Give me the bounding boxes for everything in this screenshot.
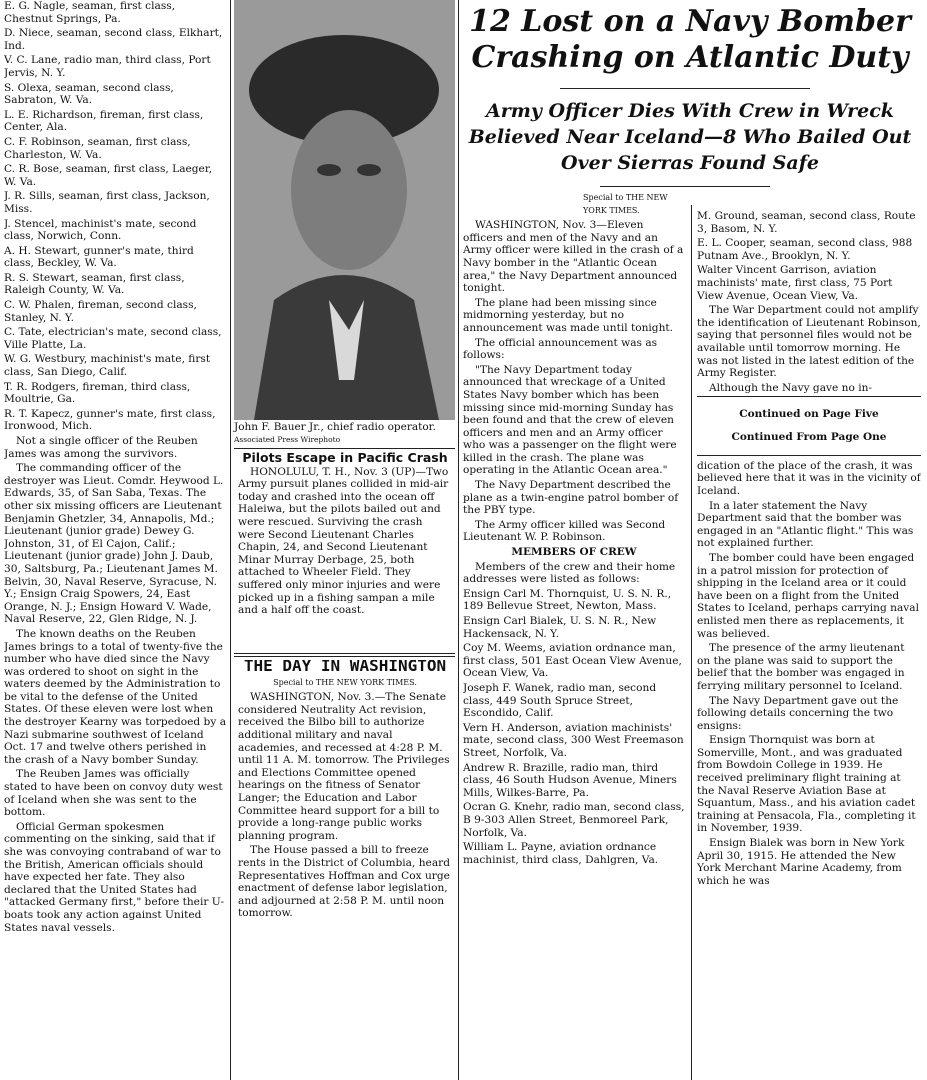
list-item: C. Tate, electrician's mate, second class, Ville Platte, La.	[4, 326, 222, 351]
subhead: MEMBERS OF CREW	[511, 546, 637, 559]
list-item: Andrew R. Brazille, radio man, third class, 46 South Hudson Avenue, Miners Mills, Wilkes-Barre, Pa.	[463, 761, 677, 799]
list-item: Coy M. Weems, aviation ordnance man, first class, 501 East Ocean View Avenue, Ocean View, Va.	[463, 642, 682, 680]
paragraph: The plane had been missing since midmorning yesterday, but no announcement was made until tonight.	[463, 296, 674, 334]
list-item: S. Olexa, seaman, second class, Sabraton, W. Va.	[4, 81, 174, 107]
headline-rule	[560, 88, 810, 89]
paragraph: dication of the place of the crash, it was believed here that it was in the vicinity of Iceland.	[697, 459, 921, 497]
section-rule	[234, 448, 455, 449]
headline-rule	[600, 186, 770, 187]
list-item: J. R. Sills, seaman, first class, Jackson, Miss.	[4, 190, 210, 215]
paragraph: The known deaths on the Reuben James brings to a total of twenty-five the number who have died since the Navy was ordered to shoot on sight in the waters deemed by the Administration to be vital to the defense of the United States. Of these eleven were lost when the destroyer Kearny was torpedoed by a Nazi submarine southwest of Iceland Oct. 17 and twelve others perished in the crash of a Navy bomber Sunday.	[4, 627, 226, 766]
caption-text: John F. Bauer Jr., chief radio operator.	[234, 421, 436, 433]
list-item: W. G. Westbury, machinist's mate, first class, San Diego, Calif.	[4, 353, 211, 379]
list-item: J. Stencel, machinist's mate, second class, Norwich, Conn.	[4, 217, 197, 243]
paragraph: The presence of the army lieutenant on the plane was said to support the belief that the bomber was engaged in ferrying military personnel to Iceland.	[697, 642, 905, 692]
main-headline: 12 Lost on a Navy Bomber Crashing on Atlantic Duty	[469, 4, 911, 75]
list-item: R. T. Kapecz, gunner's mate, first class, Ironwood, Mich.	[4, 407, 216, 433]
headline-deck: Army Officer Dies With Crew in Wreck Believed Near Iceland—8 Who Bailed Out Over Sierras Found Safe	[468, 100, 912, 174]
dateline-credit: Special to THE NEW YORK TIMES.	[273, 677, 417, 687]
list-item: A. H. Stewart, gunner's mate, third class, Beckley, W. Va.	[4, 244, 194, 270]
paragraph: HONOLULU, T. H., Nov. 3 (UP)—Two Army pursuit planes collided in mid-air today and crashed into the ocean off Haleiwa, but the pilots bailed out and were rescued. Surviving the crash were Second Lieutenant Charles Chapin, 24, and Second Lieutenant Minar Murray Derbage, 25, both attached to Wheeler Field. They suffered only minor injuries and were picked up in a fishing sampan a mile and a half off the coast.	[238, 465, 449, 617]
day-in-washington	[238, 660, 452, 1080]
column-divider	[230, 0, 231, 1080]
main-story-column-2	[697, 210, 921, 1080]
paragraph: In a later statement the Navy Department said that the bomber was engaged in an "Atlantic flight." This was not explained further.	[697, 499, 914, 550]
list-item: R. S. Stewart, seaman, first class, Raleigh County, W. Va.	[4, 271, 185, 297]
paragraph: Members of the crew and their home addresses were listed as follows:	[463, 560, 676, 586]
list-item: Ensign Carl M. Thornquist, U. S. N. R., 189 Bellevue Street, Newton, Mass.	[463, 587, 672, 613]
list-item: C. R. Bose, seaman, first class, Laeger, W. Va.	[4, 163, 213, 188]
column-divider	[458, 0, 459, 1080]
portrait-image	[234, 0, 455, 420]
paragraph: Ensign Thornquist was born at Somerville, Mont., and was graduated from Bowdoin College in 1939. He received preliminary flight training at the Naval Reserve Aviation Base at Squantum, Mass., and his aviation cadet training at Pensacola, Fla., completing it in November, 1939.	[697, 734, 916, 835]
paragraph: Ensign Bialek was born in New York April 30, 1915. He attended the New York Merchant Marine Academy, from which he was	[697, 837, 905, 887]
section-rule	[697, 396, 921, 397]
list-item: Joseph F. Wanek, radio man, second class, 449 South Spruce Street, Escondido, Calif.	[463, 681, 657, 720]
list-item: Vern H. Anderson, aviation machinists' mate, second class, 300 West Freemason Street, Norfolk, Va.	[463, 721, 684, 759]
paragraph: The Navy Department gave out the following details concerning the two ensigns:	[697, 694, 899, 732]
list-item: Walter Vincent Garrison, aviation machinists' mate, first class, 75 Port View Avenue, Ocean View, Va.	[697, 264, 893, 302]
list-item: M. Ground, seaman, second class, Route 3, Basom, N. Y.	[697, 210, 916, 235]
paragraph: The Reuben James was officially stated to have been on convoy duty west of Iceland when she was sent to the bottom.	[4, 768, 223, 819]
pilots-escape-story	[238, 452, 452, 652]
paragraph: The Navy Department described the plane as a twin-engine patrol bomber of the PBY type.	[463, 479, 679, 517]
section-rule	[234, 653, 455, 654]
paragraph: WASHINGTON, Nov. 3—Eleven officers and men of the Navy and an Army officer were killed in the crash of a Navy bomber in the "Atlantic Ocean area," the Navy Department announced tonight.	[463, 219, 684, 295]
list-item: D. Niece, seaman, second class, Elkhart, Ind.	[4, 27, 223, 52]
list-item: L. E. Richardson, fireman, first class, Center, Ala.	[4, 108, 204, 134]
column-casualty-list	[4, 0, 226, 1080]
paragraph: The War Department could not amplify the identification of Lieutenant Robinson, saying that personnel files would not be available until tomorrow morning. He was not listed in the latest edition of the Army Register.	[697, 304, 921, 380]
paragraph: The bomber could have been engaged in a patrol mission for protection of shipping in the Iceland area or it could have been on a flight from the United States to Iceland, perhaps carrying naval enlisted men there as replacements, it was believed.	[697, 551, 919, 640]
dateline-credit: Special to THE NEW YORK TIMES.	[583, 193, 668, 215]
photo-caption	[234, 421, 455, 446]
list-item: William L. Payne, aviation ordnance machinist, third class, Dahlgren, Va.	[463, 841, 659, 866]
column-divider	[691, 205, 692, 1080]
paragraph: Not a single officer of the Reuben James was among the survivors.	[4, 435, 198, 460]
list-item: C. W. Phalen, fireman, second class, Stanley, N. Y.	[4, 299, 197, 324]
paragraph: The Army officer killed was Second Lieutenant W. P. Robinson.	[463, 518, 666, 544]
list-item: Ensign Carl Bialek, U. S. N. R., New Hackensack, N. Y.	[463, 615, 657, 640]
section-rule	[234, 656, 455, 657]
paragraph: Although the Navy gave no in-	[709, 381, 873, 394]
list-item: C. F. Robinson, seaman, first class, Charleston, W. Va.	[4, 135, 191, 161]
list-item: T. R. Rodgers, fireman, third class, Moultrie, Ga.	[4, 380, 191, 406]
paragraph: Official German spokesmen commenting on the sinking, said that if she was convoying contraband of war to the British, American officials should have expected her fate. They also declared that the United States had "attacked Germany first," before their U-boats took any action against United States naval vessels.	[4, 820, 225, 934]
list-item: Ocran G. Knehr, radio man, second class, B 9-303 Allen Street, Benmoreel Park, Norfolk, Va.	[463, 801, 685, 839]
paragraph: The official announcement was as follows:	[463, 336, 658, 362]
main-story-column-1	[463, 192, 685, 1080]
paragraph: The House passed a bill to freeze rents in the District of Columbia, heard Representatives Hoffman and Cox urge enactment of defense labor legislation, and adjourned at 2:58 P. M. until noon tomorrow.	[238, 844, 450, 920]
section-rule	[697, 455, 921, 456]
list-item: E. L. Cooper, seaman, second class, 988 Putnam Ave., Brooklyn, N. Y.	[697, 237, 913, 262]
list-item: V. C. Lane, radio man, third class, Port Jervis, N. Y.	[4, 54, 211, 79]
photo-credit: Associated Press Wirephoto	[234, 435, 341, 444]
paragraph: WASHINGTON, Nov. 3.—The Senate considered Neutrality Act revision, received the Bilbo bill to authorize additional military and naval academies, and recessed at 4:28 P. M. until 11 A. M. tomorrow. The Privileges and Elections Committee opened hearings on the fitness of Senator Langer; the Education and Labor Committee heard support for a bill to provide a long-range public works planning program.	[238, 691, 450, 842]
paragraph: "The Navy Department today announced that wreckage of a United States Navy bomber which has been missing since mid-morning Sunday has been found and that the crew of eleven officers and men and an Army officer who was a passenger on the flight were killed in the crash. The plane was operating in the Atlantic Ocean area."	[463, 363, 677, 477]
portrait-photo	[234, 0, 455, 420]
list-item: E. G. Nagle, seaman, first class, Chestnut Springs, Pa.	[4, 0, 176, 25]
jump-line-continued-from: Continued From Page One	[731, 431, 887, 444]
section-headline: THE DAY IN WASHINGTON	[243, 660, 447, 675]
paragraph: The commanding officer of the destroyer was Lieut. Comdr. Heywood L. Edwards, 35, of San Saba, Texas. The other six missing officers are Lieutenant Benjamin Ghetzler, 34, Annapolis, Md.; Lieutenant (junior grade) Dewey G. Johnston, 31, of El Cajon, Calif.; Lieutenant (junior grade) John J. Daub, 30, Saltsburg, Pa.; Lieutenant James M. Belvin, 30, Naval Reserve, Syracuse, N. Y.; Ensign Craig Spowers, 24, East Orange, N. J.; Ensign Howard V. Wade, Naval Reserve, 22, Glen Ridge, N. J.	[4, 462, 224, 626]
jump-line-continued-on: Continued on Page Five	[739, 407, 879, 420]
story-headline: Pilots Escape in Pacific Crash	[242, 452, 448, 465]
